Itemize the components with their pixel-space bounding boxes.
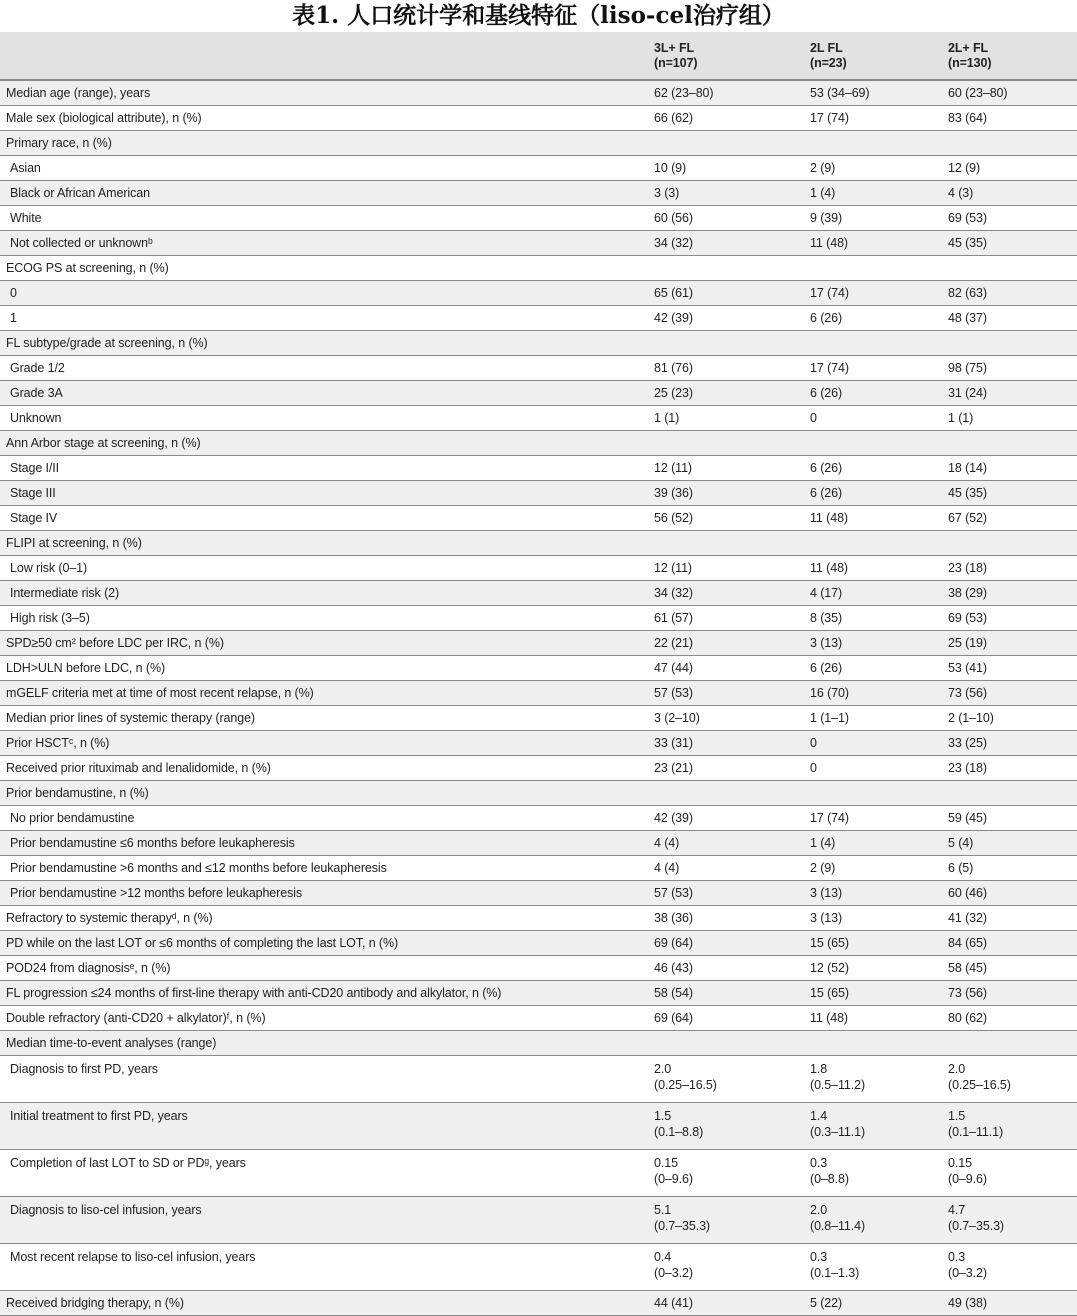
value-cell: 73 (56) (942, 981, 1077, 1006)
value-cell: 1 (1) (942, 406, 1077, 431)
value-cell: 1 (4) (804, 181, 942, 206)
value-cell: 80 (62) (942, 1006, 1077, 1031)
value-cell (804, 531, 942, 556)
table-row (0, 131, 1077, 156)
column-header-name: 2L+ FL (948, 40, 989, 55)
value-cell: 3 (13) (804, 631, 942, 656)
value-cell: 23 (18) (942, 756, 1077, 781)
median-value: 2.0 (810, 1203, 828, 1217)
value-cell: 3 (13) (804, 881, 942, 906)
value-cell: 4 (3) (942, 181, 1077, 206)
table-row (0, 256, 1077, 281)
value-cell (804, 431, 942, 456)
row-label: Stage III (0, 481, 648, 506)
value-cell: 25 (23) (648, 381, 804, 406)
table-row (0, 306, 1077, 331)
value-cell: 81 (76) (648, 356, 804, 381)
row-label: Median time-to-event analyses (range) (0, 1031, 648, 1056)
row-label: Primary race, n (%) (0, 131, 648, 156)
range-value: (0.5–11.2) (810, 1078, 866, 1092)
value-cell: 11 (48) (804, 231, 942, 256)
table-row (0, 1197, 1077, 1244)
value-cell (942, 781, 1077, 806)
row-label: 0 (0, 281, 648, 306)
value-cell: 53 (41) (942, 656, 1077, 681)
value-cell: 58 (45) (942, 956, 1077, 981)
table-row (0, 706, 1077, 731)
value-cell (648, 781, 804, 806)
value-cell: 45 (35) (942, 481, 1077, 506)
row-label: Intermediate risk (2) (0, 581, 648, 606)
row-label: Unknown (0, 406, 648, 431)
row-label: Prior bendamustine >6 months and ≤12 months before leukapheresis (0, 856, 648, 881)
column-header-2l-plus-fl (942, 32, 1077, 80)
value-cell: 44 (41) (648, 1291, 804, 1316)
value-cell: 2 (9) (804, 156, 942, 181)
value-cell: 56 (52) (648, 506, 804, 531)
value-cell: 53 (34–69) (804, 80, 942, 106)
range-value: (0–3.2) (654, 1266, 693, 1280)
table-row (0, 1150, 1077, 1197)
median-value: 1.4 (810, 1109, 828, 1123)
median-value: 1.5 (654, 1109, 672, 1123)
value-cell: 1 (1) (648, 406, 804, 431)
value-cell: 66 (62) (648, 106, 804, 131)
table-row (0, 481, 1077, 506)
table-row (0, 681, 1077, 706)
value-cell: 6 (26) (804, 456, 942, 481)
range-value: (0.1–8.8) (654, 1125, 704, 1139)
value-cell: 38 (29) (942, 581, 1077, 606)
range-value: (0.25–16.5) (654, 1078, 717, 1092)
value-cell: 60 (23–80) (942, 80, 1077, 106)
value-cell (804, 256, 942, 281)
row-label: LDH>ULN before LDC, n (%) (0, 656, 648, 681)
value-cell: 98 (75) (942, 356, 1077, 381)
row-label: Stage I/II (0, 456, 648, 481)
table-row (0, 231, 1077, 256)
column-header-count: (n=23) (810, 55, 847, 70)
value-cell: 83 (64) (942, 106, 1077, 131)
value-cell (648, 331, 804, 356)
range-value: (0–8.8) (810, 1172, 849, 1186)
table-row (0, 731, 1077, 756)
value-cell: 4 (4) (648, 831, 804, 856)
value-cell: 17 (74) (804, 806, 942, 831)
median-value: 2.0 (948, 1062, 966, 1076)
value-cell: 15 (65) (804, 931, 942, 956)
row-label: Stage IV (0, 506, 648, 531)
value-cell: 60 (56) (648, 206, 804, 231)
table-row (0, 581, 1077, 606)
value-cell: 49 (38) (942, 1291, 1077, 1316)
table-row (0, 956, 1077, 981)
table-row (0, 881, 1077, 906)
value-cell: 65 (61) (648, 281, 804, 306)
value-cell: 15 (65) (804, 981, 942, 1006)
value-cell: 8 (35) (804, 606, 942, 631)
median-value: 1.5 (948, 1109, 966, 1123)
value-cell: 60 (46) (942, 881, 1077, 906)
row-label: Asian (0, 156, 648, 181)
row-label: Prior bendamustine ≤6 months before leukapheresis (0, 831, 648, 856)
table-row (0, 1244, 1077, 1291)
column-header-2l-fl (804, 32, 942, 80)
value-cell (804, 131, 942, 156)
median-value: 0.3 (810, 1156, 828, 1170)
row-label: Double refractory (anti-CD20 + alkylator)ᶠ, n (%) (0, 1006, 648, 1031)
range-value: (0.1–1.3) (810, 1266, 860, 1280)
value-cell: 84 (65) (942, 931, 1077, 956)
median-value: 4.7 (948, 1203, 966, 1217)
value-cell: 3 (13) (804, 906, 942, 931)
table-row (0, 1006, 1077, 1031)
baseline-characteristics-table (0, 32, 1077, 1316)
table-row (0, 931, 1077, 956)
value-cell: 34 (32) (648, 231, 804, 256)
table-title: 表1. 人口统计学和基线特征（liso-cel治疗组） (292, 2, 785, 29)
value-cell: 48 (37) (942, 306, 1077, 331)
value-cell (942, 1197, 1077, 1244)
value-cell: 0 (804, 406, 942, 431)
row-label: No prior bendamustine (0, 806, 648, 831)
value-cell: 82 (63) (942, 281, 1077, 306)
row-label: Not collected or unknownᵇ (0, 231, 648, 256)
value-cell: 45 (35) (942, 231, 1077, 256)
value-cell: 23 (18) (942, 556, 1077, 581)
value-cell (942, 1056, 1077, 1103)
value-cell (942, 531, 1077, 556)
value-cell (942, 1103, 1077, 1150)
value-cell: 5 (22) (804, 1291, 942, 1316)
table-row (0, 531, 1077, 556)
value-cell (648, 1031, 804, 1056)
value-cell: 6 (26) (804, 481, 942, 506)
table-row (0, 756, 1077, 781)
row-label: High risk (3–5) (0, 606, 648, 631)
value-cell: 11 (48) (804, 506, 942, 531)
row-label: White (0, 206, 648, 231)
median-value: 0.3 (948, 1250, 966, 1264)
value-cell: 69 (64) (648, 931, 804, 956)
median-value: 1.8 (810, 1062, 828, 1076)
value-cell: 42 (39) (648, 306, 804, 331)
value-cell: 73 (56) (942, 681, 1077, 706)
median-value: 0.4 (654, 1250, 672, 1264)
value-cell (942, 131, 1077, 156)
value-cell: 12 (52) (804, 956, 942, 981)
range-value: (0–9.6) (654, 1172, 693, 1186)
row-label: Most recent relapse to liso-cel infusion, years (0, 1244, 648, 1291)
table-row (0, 806, 1077, 831)
value-cell: 69 (53) (942, 606, 1077, 631)
value-cell: 16 (70) (804, 681, 942, 706)
value-cell (804, 1031, 942, 1056)
header-blank-cell (0, 32, 648, 80)
row-label: FL progression ≤24 months of first-line therapy with anti-CD20 antibody and alkylator, n (%) (0, 981, 648, 1006)
value-cell: 46 (43) (648, 956, 804, 981)
value-cell: 4 (17) (804, 581, 942, 606)
table-row (0, 631, 1077, 656)
row-label: Median age (range), years (0, 80, 648, 106)
value-cell: 5 (4) (942, 831, 1077, 856)
value-cell: 9 (39) (804, 206, 942, 231)
table-row (0, 831, 1077, 856)
value-cell: 42 (39) (648, 806, 804, 831)
row-label: Grade 1/2 (0, 356, 648, 381)
range-value: (0–9.6) (948, 1172, 987, 1186)
value-cell: 57 (53) (648, 881, 804, 906)
median-value: 0.15 (948, 1156, 972, 1170)
value-cell (648, 431, 804, 456)
row-label: Diagnosis to liso-cel infusion, years (0, 1197, 648, 1244)
value-cell: 33 (25) (942, 731, 1077, 756)
value-cell (942, 1031, 1077, 1056)
value-cell: 69 (53) (942, 206, 1077, 231)
value-cell: 12 (9) (942, 156, 1077, 181)
row-label: Initial treatment to first PD, years (0, 1103, 648, 1150)
table-row (0, 1103, 1077, 1150)
value-cell: 17 (74) (804, 106, 942, 131)
value-cell: 1 (4) (804, 831, 942, 856)
value-cell: 25 (19) (942, 631, 1077, 656)
value-cell (804, 781, 942, 806)
table-row (0, 456, 1077, 481)
value-cell: 38 (36) (648, 906, 804, 931)
row-label: Refractory to systemic therapyᵈ, n (%) (0, 906, 648, 931)
table-row (0, 181, 1077, 206)
value-cell (804, 1056, 942, 1103)
value-cell (942, 1150, 1077, 1197)
table-row (0, 906, 1077, 931)
row-label: Median prior lines of systemic therapy (range) (0, 706, 648, 731)
value-cell (804, 1244, 942, 1291)
table-row (0, 80, 1077, 106)
row-label: POD24 from diagnosisᵉ, n (%) (0, 956, 648, 981)
range-value: (0.7–35.3) (948, 1219, 1004, 1233)
value-cell: 12 (11) (648, 556, 804, 581)
value-cell: 17 (74) (804, 281, 942, 306)
row-label: SPD≥50 cm² before LDC per IRC, n (%) (0, 631, 648, 656)
value-cell: 33 (31) (648, 731, 804, 756)
value-cell: 61 (57) (648, 606, 804, 631)
row-label: Low risk (0–1) (0, 556, 648, 581)
value-cell (804, 1103, 942, 1150)
value-cell: 69 (64) (648, 1006, 804, 1031)
row-label: Ann Arbor stage at screening, n (%) (0, 431, 648, 456)
value-cell (648, 1197, 804, 1244)
value-cell: 4 (4) (648, 856, 804, 881)
range-value: (0.7–35.3) (654, 1219, 710, 1233)
table-row (0, 781, 1077, 806)
range-value: (0.1–11.1) (948, 1125, 1004, 1139)
value-cell (648, 1103, 804, 1150)
range-value: (0.8–11.4) (810, 1219, 866, 1233)
range-value: (0.25–16.5) (948, 1078, 1011, 1092)
row-label: Prior HSCTᶜ, n (%) (0, 731, 648, 756)
value-cell: 11 (48) (804, 556, 942, 581)
value-cell (804, 331, 942, 356)
row-label: Completion of last LOT to SD or PDᵍ, years (0, 1150, 648, 1197)
table-row (0, 856, 1077, 881)
column-header-count: (n=130) (948, 55, 992, 70)
table-row (0, 156, 1077, 181)
value-cell: 6 (26) (804, 381, 942, 406)
table-row (0, 1056, 1077, 1103)
column-header-name: 3L+ FL (654, 40, 695, 55)
value-cell: 17 (74) (804, 356, 942, 381)
value-cell: 47 (44) (648, 656, 804, 681)
value-cell: 57 (53) (648, 681, 804, 706)
row-label: Received bridging therapy, n (%) (0, 1291, 648, 1316)
value-cell: 41 (32) (942, 906, 1077, 931)
value-cell: 6 (26) (804, 306, 942, 331)
value-cell: 18 (14) (942, 456, 1077, 481)
value-cell: 6 (26) (804, 656, 942, 681)
table-row (0, 506, 1077, 531)
value-cell (942, 431, 1077, 456)
row-label: Prior bendamustine, n (%) (0, 781, 648, 806)
table-row (0, 431, 1077, 456)
column-header-3l-fl (648, 32, 804, 80)
value-cell: 2 (1–10) (942, 706, 1077, 731)
table-row (0, 356, 1077, 381)
row-label: Male sex (biological attribute), n (%) (0, 106, 648, 131)
column-header-count: (n=107) (654, 55, 698, 70)
median-value: 0.15 (654, 1156, 678, 1170)
table-row (0, 381, 1077, 406)
value-cell (648, 131, 804, 156)
value-cell: 22 (21) (648, 631, 804, 656)
value-cell (942, 1244, 1077, 1291)
row-label: FL subtype/grade at screening, n (%) (0, 331, 648, 356)
value-cell: 59 (45) (942, 806, 1077, 831)
table-row (0, 106, 1077, 131)
header-row (0, 32, 1077, 80)
value-cell: 34 (32) (648, 581, 804, 606)
value-cell: 12 (11) (648, 456, 804, 481)
value-cell: 2 (9) (804, 856, 942, 881)
value-cell: 67 (52) (942, 506, 1077, 531)
median-value: 0.3 (810, 1250, 828, 1264)
value-cell: 3 (2–10) (648, 706, 804, 731)
value-cell: 6 (5) (942, 856, 1077, 881)
value-cell: 23 (21) (648, 756, 804, 781)
row-label: PD while on the last LOT or ≤6 months of completing the last LOT, n (%) (0, 931, 648, 956)
table-row (0, 1031, 1077, 1056)
value-cell: 31 (24) (942, 381, 1077, 406)
table-row (0, 656, 1077, 681)
row-label: FLIPI at screening, n (%) (0, 531, 648, 556)
value-cell: 39 (36) (648, 481, 804, 506)
table-row (0, 281, 1077, 306)
row-label: Diagnosis to first PD, years (0, 1056, 648, 1103)
table-row (0, 606, 1077, 631)
row-label: ECOG PS at screening, n (%) (0, 256, 648, 281)
value-cell (942, 256, 1077, 281)
range-value: (0–3.2) (948, 1266, 987, 1280)
value-cell: 11 (48) (804, 1006, 942, 1031)
value-cell (648, 256, 804, 281)
median-value: 5.1 (654, 1203, 672, 1217)
table-row (0, 206, 1077, 231)
value-cell: 0 (804, 756, 942, 781)
table-body (0, 80, 1077, 1316)
row-label: Prior bendamustine >12 months before leukapheresis (0, 881, 648, 906)
value-cell (648, 1244, 804, 1291)
table-row (0, 1291, 1077, 1316)
value-cell: 62 (23–80) (648, 80, 804, 106)
row-label: 1 (0, 306, 648, 331)
value-cell: 0 (804, 731, 942, 756)
value-cell: 1 (1–1) (804, 706, 942, 731)
value-cell (804, 1197, 942, 1244)
table-row (0, 981, 1077, 1006)
value-cell (804, 1150, 942, 1197)
row-label: mGELF criteria met at time of most recent relapse, n (%) (0, 681, 648, 706)
median-value: 2.0 (654, 1062, 672, 1076)
row-label: Grade 3A (0, 381, 648, 406)
value-cell (648, 1056, 804, 1103)
value-cell: 10 (9) (648, 156, 804, 181)
value-cell: 3 (3) (648, 181, 804, 206)
range-value: (0.3–11.1) (810, 1125, 866, 1139)
table-row (0, 406, 1077, 431)
row-label: Received prior rituximab and lenalidomide, n (%) (0, 756, 648, 781)
value-cell: 58 (54) (648, 981, 804, 1006)
column-header-name: 2L FL (810, 40, 843, 55)
value-cell (648, 1150, 804, 1197)
value-cell (648, 531, 804, 556)
table-row (0, 331, 1077, 356)
value-cell (942, 331, 1077, 356)
table-row (0, 556, 1077, 581)
row-label: Black or African American (0, 181, 648, 206)
